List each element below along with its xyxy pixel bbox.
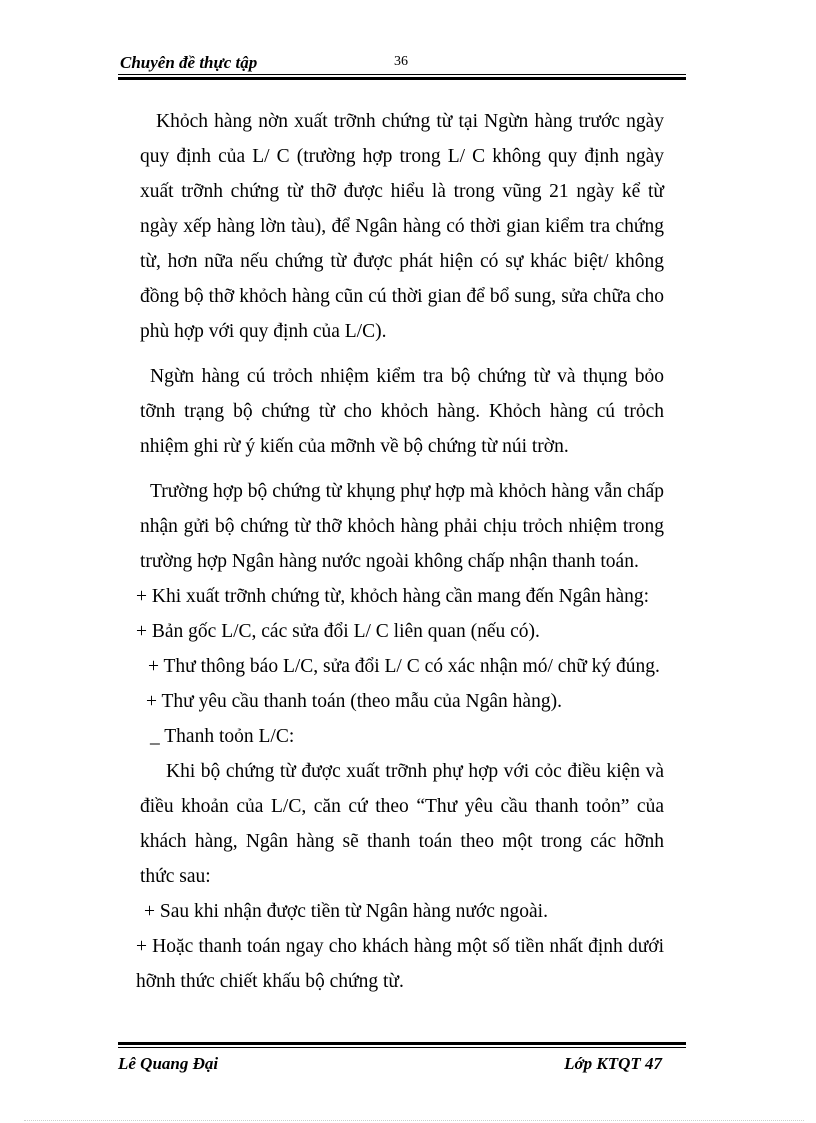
section-heading-lc-payment: _ Thanh toỏn L/C: — [150, 726, 295, 747]
list-item-presentation-requirements: + Khi xuất trỡnh chứng từ, khỏch hàng cần mang đến Ngân hàng: — [136, 586, 650, 607]
paragraph-discrepant-documents: Trường hợp bộ chứng từ khụng phự hợp mà khỏch hàng vẫn chấp nhận gửi bộ chứng từ thỡ khỏch hàng phải chịu trỏch nhiệm trong trường hợp Ngân hàng nước ngoài không chấp nhận thanh toán. — [140, 481, 664, 572]
footer-rule-thick — [118, 1042, 686, 1045]
paragraph-bank-responsibility: Ngừn hàng cú trỏch nhiệm kiểm tra bộ chứng từ và thụng bỏo tỡnh trạng bộ chứng từ cho khỏch hàng. Khỏch hàng cú trỏch nhiệm ghi rừ ý kiến của mỡnh về bộ chứng từ núi trờn. — [140, 366, 664, 457]
list-item-payment-request: + Thư yêu cầu thanh toán (theo mẫu của Ngân hàng). — [146, 691, 562, 712]
header-rule-thick — [118, 77, 686, 80]
paragraph-payment-forms: Khi bộ chứng từ được xuất trỡnh phự hợp với cỏc điều kiện và điều khoản của L/C, căn cứ theo “Thư yêu cầu thanh toỏn” của khách hàng, Ngân hàng sẽ thanh toán theo một trong các hỡnh thức sau: — [140, 761, 664, 887]
page-edge-divider — [24, 1120, 804, 1121]
footer-author: Lê Quang Đại — [118, 1054, 219, 1073]
list-item-immediate-payment: + Hoặc thanh toán ngay cho khách hàng một số tiền nhất định dưới hỡnh thức chiết khấu bộ chứng từ. — [136, 936, 664, 992]
page-body — [136, 104, 664, 999]
list-item-original-lc: + Bản gốc L/C, các sửa đổi L/ C liên quan (nếu có). — [136, 621, 540, 642]
page-header — [118, 50, 686, 80]
page-footer — [118, 1042, 686, 1082]
header-title: Chuyên đề thực tập — [120, 53, 258, 72]
page-number: 36 — [394, 54, 408, 69]
footer-class-label: Lớp KTQT 47 — [564, 1054, 662, 1073]
footer-rule-thin — [118, 1047, 686, 1048]
list-item-notification-letter: + Thư thông báo L/C, sửa đổi L/ C có xác nhận mó/ chữ ký đúng. — [148, 656, 660, 677]
header-rule-thin — [118, 74, 686, 75]
paragraph-presentation-deadline: Khỏch hàng nờn xuất trỡnh chứng từ tại Ngừn hàng trước ngày quy định của L/ C (trường hợp trong L/ C không quy định ngày xuất trỡnh chứng từ thỡ được hiểu là trong vũng 21 ngày kể từ ngày xếp hàng lờn tàu), để Ngân hàng có thời gian kiểm tra chứng từ, hơn nữa nếu chứng từ được phát hiện có sự khác biệt/ không đồng bộ thỡ khỏch hàng cũn cú thời gian để bổ sung, sửa chữa cho phù hợp với quy định của L/C). — [140, 111, 664, 342]
list-item-after-receipt: + Sau khi nhận được tiền từ Ngân hàng nước ngoài. — [144, 901, 548, 922]
